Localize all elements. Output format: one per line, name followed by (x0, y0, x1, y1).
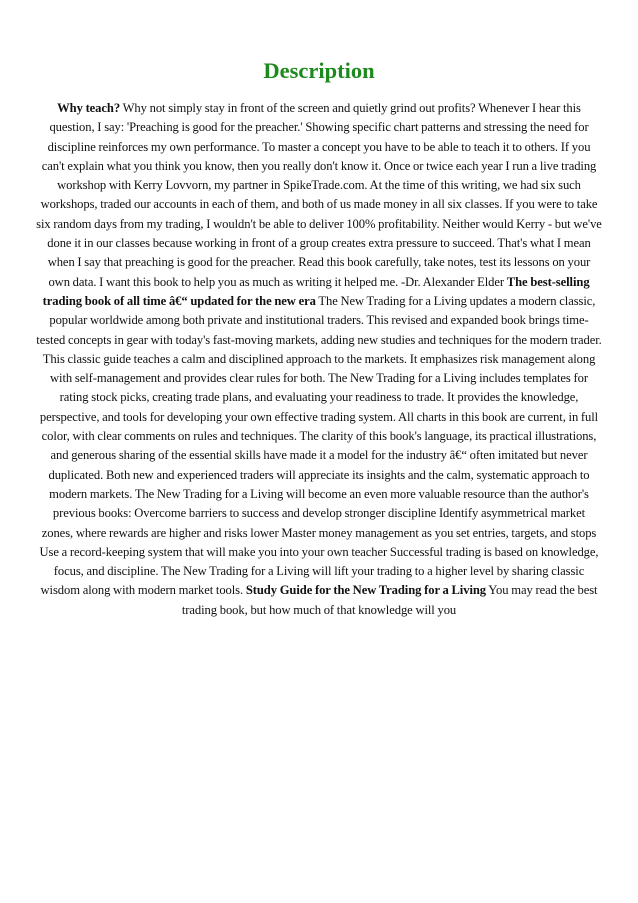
description-paragraph (36, 99, 602, 620)
description-title: Description (263, 58, 375, 83)
bold-phrase-best-selling: The best-selling trading book of all time â€“ updated for the new era (42, 274, 590, 308)
bold-phrase-study-guide: Study Guide for the New Trading for a Living (245, 583, 486, 598)
paragraph-text-3: You may read the best trading book, but how much of that knowledge will you (181, 583, 598, 617)
lead-heading-why-teach: Why teach? (57, 101, 121, 115)
paragraph-text-2: The New Trading for a Living updates a modern classic, popular worldwide among both private and institutional traders. This revised and expanded book brings time-tested concepts in gear with today's fast-moving markets, adding new studies and techniques for the modern trader. This classic guide teaches a calm and disciplined approach to the markets. It emphasizes risk management along with self-management and provides clear rules for both. The New Trading for a Living includes templates for rating stock picks, creating trade plans, and evaluating your readiness to trade. It provides the knowledge, perspective, and tools for developing your own effective trading system. All charts in this book are current, in full color, with clear comments on rules and techniques. The clarity of this book's language, its practical illustrations, and generous sharing of the essential skills have made it a model for the industry â€“ often imitated but never duplicated. Both new and experienced traders will appreciate its insights and the calm, systematic approach to modern markets. The New Trading for a Living will become an even more valuable resource than the author's previous books: Overcome barriers to success and develop stronger discipline Identify asymmetrical market zones, where rewards are higher and risks lower Master money management as you set entries, targets, and stops Use a record-keeping system that will make you into your own teacher Successful trading is based on knowledge, focus, and discipline. The New Trading for a Living will lift your trading to a higher level by sharing classic wisdom along with modern market tools. (36, 293, 602, 598)
paragraph-text-1: Why not simply stay in front of the screen and quietly grind out profits? Whenever I hear this question, I say: 'Preaching is good for the preacher.' Showing specific chart patterns and stressing the need for discipline reinforces my own performance. To master a concept you have to be able to teach it to others. If you can't explain what you think you know, then you really don't know it. Once or twice each year I run a live trading workshop with Kerry Lovvorn, my partner in SpikeTrade.com. At the time of this writing, we had six such workshops, traded our accounts in each of them, and both of us made money in all six classes. If you were to take six random days from my trading, I wouldn't be able to deliver 100% profitability. Neither would Kerry - but we've done it in our classes because working in front of a group creates extra pressure to succeed. That's what I mean when I say that preaching is good for the preacher. Read this book carefully, take notes, test its lessons on your own data. I want this book to help you as much as writing it helped me. -Dr. Alexander Elder (36, 101, 602, 289)
